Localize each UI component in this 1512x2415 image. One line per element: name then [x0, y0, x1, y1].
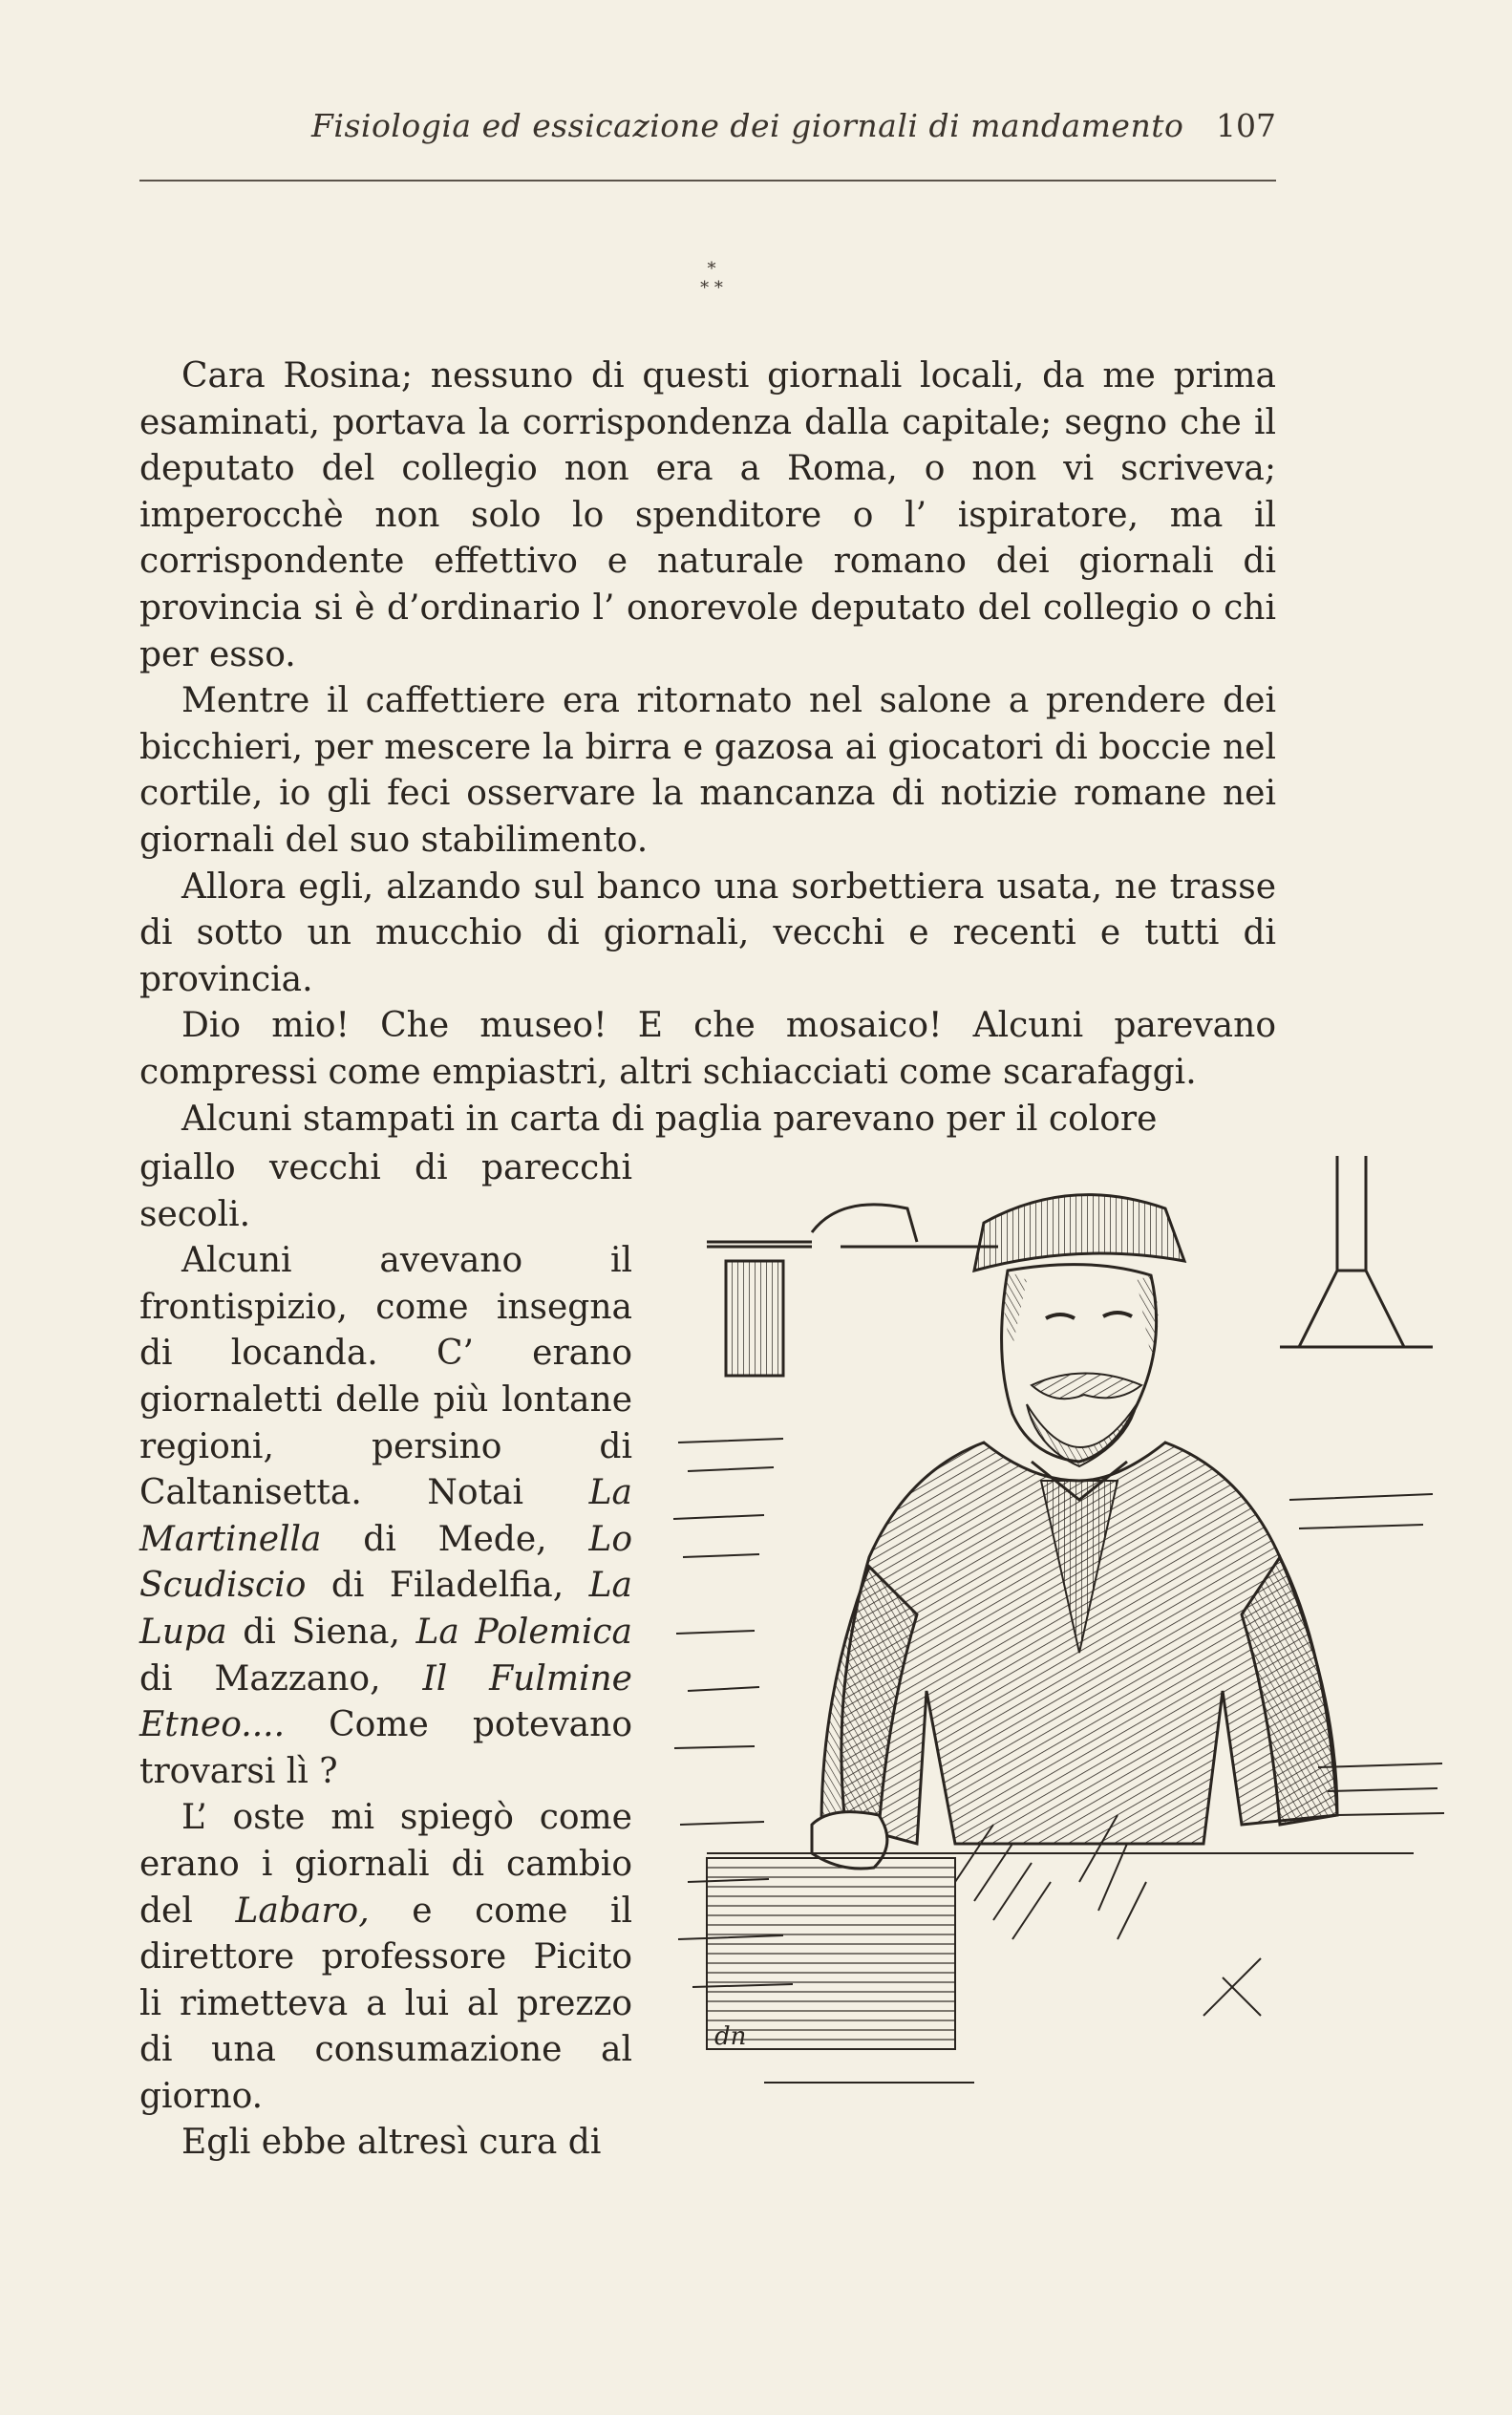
- paragraph-7: [139, 1795, 632, 2120]
- newspaper-title-2: Lo Scudiscio: [139, 1519, 632, 1606]
- asterism-bottom: * *: [700, 278, 723, 298]
- paragraph-1: Cara Rosina; nessuno di questi giornali locali, da me prima esaminati, portava la corrispondenza dalla capitale; segno che il deputato del collegio non era a Roma, o non vi scriveva; imperocchè non solo lo spenditore o l’ ispiratore, ma il corrispondente effettivo e naturale romano dei giornali di provincia si è d’ordinario l’ onorevole deputato del collegio o chi per esso.: [139, 356, 1276, 674]
- paragraph-6: [139, 1238, 632, 1795]
- full-width-text: [139, 353, 1276, 1143]
- running-title: Fisiologia ed essicazione dei giornali di mandamento: [311, 107, 1184, 144]
- running-head: [139, 107, 1276, 164]
- paragraph-5-end: giallo vecchi di parecchi secoli.: [139, 1148, 632, 1234]
- p6-text-before: Alcuni avevano il frontispizio, come insegna di locanda. C’ erano giornaletti delle più lontane regioni, persino di Caltanisetta. Notai: [139, 1241, 632, 1513]
- newspaper-title-3: La Lupa: [139, 1566, 632, 1652]
- paragraph-4: Dio mio! Che museo! E che mosaico! Alcuni parevano compressi come empiastri, altri schiacciati come scarafaggi.: [139, 1006, 1276, 1092]
- paragraph-3: Allora egli, alzando sul banco una sorbettiera usata, ne trasse di sotto un mucchio di giornali, vecchi e recenti e tutti di provincia.: [139, 866, 1276, 999]
- newspaper-title-4: La Polemica: [415, 1612, 632, 1652]
- artist-signature: dn: [714, 2022, 747, 2051]
- header-rule: [139, 180, 1276, 182]
- asterism: [669, 260, 755, 308]
- p6-text-after: Come potevano trovarsi lì ?: [139, 1705, 632, 1791]
- asterism-top: *: [707, 259, 716, 279]
- p7-text-before: L’ oste mi spiegò come erano i giornali di cambio del: [139, 1798, 632, 1931]
- paragraph-5-start: Alcuni stampati in carta di paglia parevano per il colore: [181, 1099, 1158, 1139]
- head: [1002, 1265, 1157, 1462]
- page-number: 107: [1216, 107, 1276, 144]
- newspaper-title-1: La Martinella: [139, 1473, 632, 1559]
- paragraph-2: Mentre il caffettiere era ritornato nel salone a prendere dei bicchieri, per mescere la birra e gazosa ai giocatori di boccie nel cortile, io gli feci osservare la mancanza di notizie romane nei giornali del suo stabilimento.: [139, 681, 1276, 860]
- funnel: [1280, 1156, 1433, 1347]
- p6-join-4: di Mazzano,: [139, 1658, 381, 1699]
- column-text: [139, 1145, 632, 2167]
- p7-text-after: e come il direttore professore Picito li rimetteva a lui al prezzo di una consumazione al giorno.: [139, 1891, 632, 2116]
- wall-shelf: [707, 1205, 998, 1376]
- paragraph-8: Egli ebbe altresì cura di: [181, 2123, 602, 2163]
- p6-join-2: di Filadelfia,: [330, 1566, 564, 1606]
- p6-join-1: di Mede,: [363, 1519, 547, 1559]
- cap: [974, 1195, 1184, 1271]
- newspaper-title-6: Labaro,: [235, 1891, 370, 1931]
- p6-join-3: di Siena,: [243, 1612, 400, 1652]
- newspaper-title-5: Il Fulmine Etneo....: [139, 1658, 632, 1745]
- innkeeper-illustration: [669, 1156, 1448, 2111]
